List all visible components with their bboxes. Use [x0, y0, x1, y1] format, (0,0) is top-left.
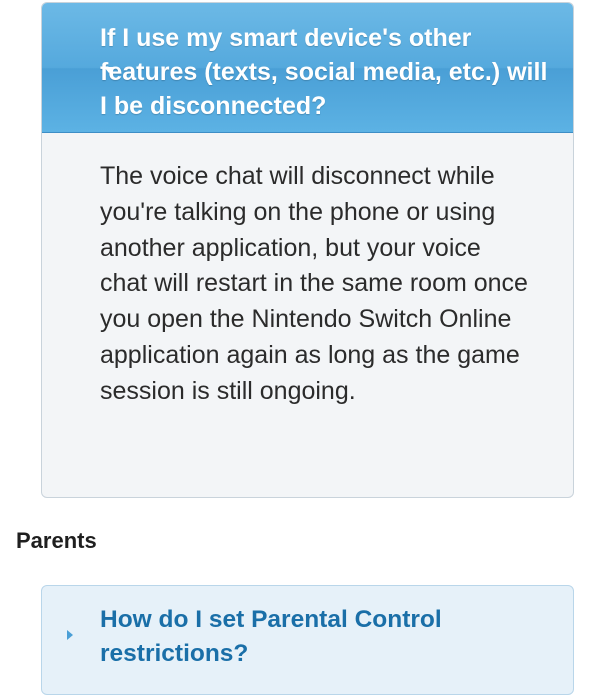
faq-item-disconnect	[41, 2, 574, 498]
faq-question-header[interactable]	[42, 3, 573, 133]
chevron-right-icon	[67, 630, 73, 640]
faq-question-text[interactable]: If I use my smart device's other features (texts, social media, etc.) will I be disconnected?	[100, 24, 548, 120]
faq-question-header[interactable]	[42, 586, 573, 671]
chevron-down-icon	[104, 67, 114, 73]
faq-question-text[interactable]: How do I set Parental Control restrictions?	[100, 606, 442, 667]
section-title-parents: Parents	[16, 528, 97, 553]
faq-item-parental-control[interactable]	[41, 585, 574, 695]
faq-answer-text: The voice chat will disconnect while you're talking on the phone or using another application, but your voice chat will restart in the same room once you open the Nintendo Switch Online application again as long as the game session is still ongoing.	[100, 162, 528, 405]
